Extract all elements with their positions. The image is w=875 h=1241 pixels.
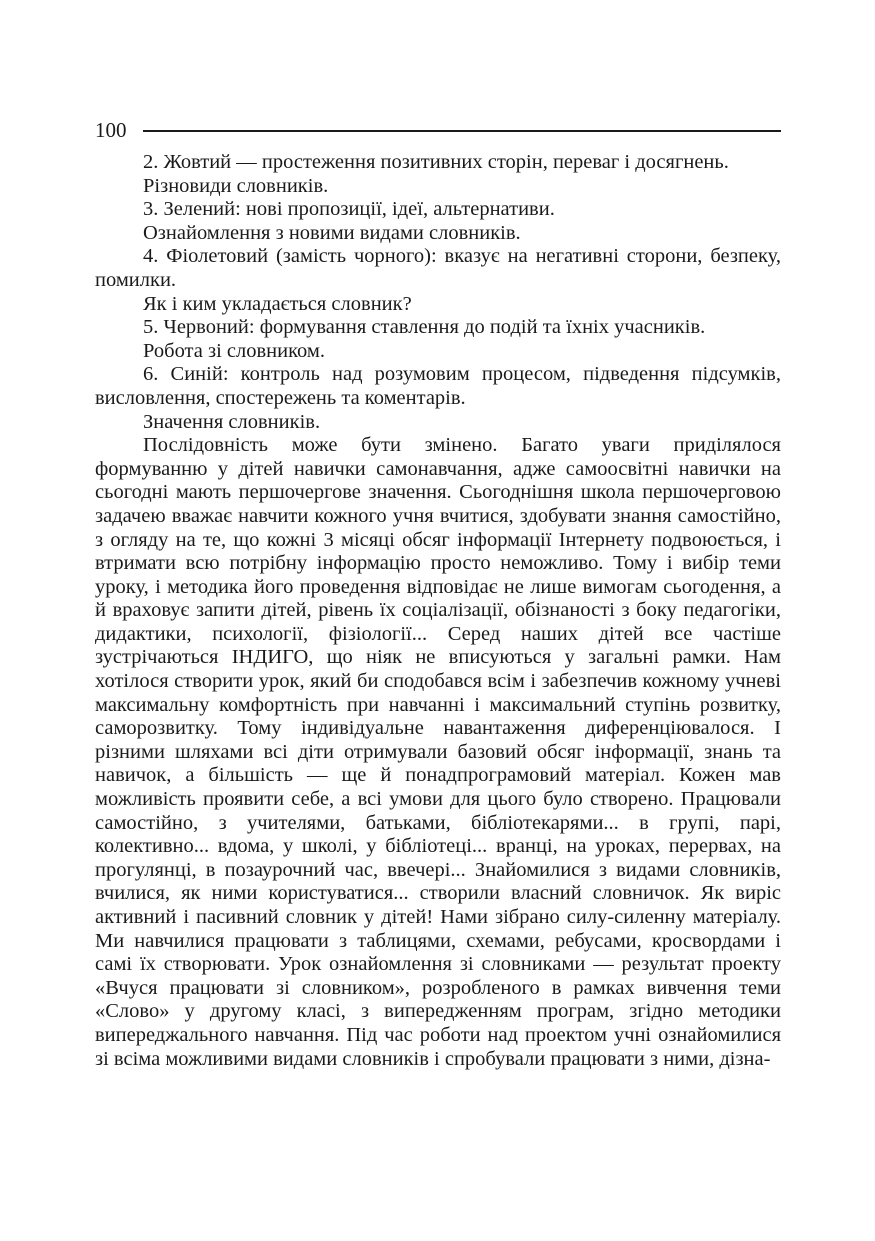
page-header [95, 118, 781, 142]
paragraph-color-yellow: 2. Жовтий — простеження позитивних сторін, переваг і досягнень. [143, 151, 729, 173]
header-rule [143, 130, 781, 132]
paragraph-color-violet: 4. Фіолетовий (замість чорного): вказує на негативні сторони, безпеку, помилки. [95, 245, 781, 291]
paragraph-importance: Значення словників. [143, 410, 321, 433]
paragraph-how-compiled: Як і ким укладається словник? [143, 292, 412, 315]
page-body [95, 151, 781, 1071]
paragraph-color-red: 5. Червоний: формування ставлення до подій та їхніх учасників. [143, 316, 706, 339]
paragraph-main-text: Послідовність може бути змінено. Багато уваги приділялося формуванню у дітей навички самонавчання, адже самоосвітні навички на сьогодні мають першочергове значення. Сьогоднішня школа першочерговою задачею вважає навчити кожного учня вчитися, здобувати знання самостійно, з огляду на те, що кожні 3 місяці обсяг інформації Інтернету подвоюється, і втримати всю потрібну інформацію просто неможливо. Тому і вибір теми уроку, і методика його проведення відповідає не лише вимогам сьогодення, а й враховує запити дітей, рівень їх соціалізації, обізнаності з боку педагогіки, дидактики, психології, фізіології... Серед наших дітей все частіше зустрічаються ІНДИГО, що ніяк не вписуються у загальні рамки. Нам хотілося створити урок, який би сподобався всім і забезпечив кожному учневі максимальну комфортність при навчанні і максимальний ступінь розвитку, саморозвитку. Тому індивідуальне навантаження диференціювалося. І різними шляхами всі діти отримували базовий обсяг інформації, знань та навичок, а більшість — ще й понадпрограмовий матеріал. Кожен мав можливість проявити себе, а всі умови для цього було створено. Працювали самостійно, з учителями, батьками, бібліотекарями... в групі, парі, колективно... вдома, у школі, у бібліотеці... вранці, на уроках, перервах, на прогулянці, в позаурочний час, ввечері... Знайомилися з видами словників, вчилися, як ними користуватися... створили власний словничок. Як виріс активний і пасивний словник у дітей! Нами зібрано силу-силенну матеріалу. Ми навчилися працювати з таблицями, схемами, ребусами, кросвордами і самі їх створювати. Урок ознайомлення зі словниками — результат проекту «Вчуся працювати зі словником», розробленого в рамках вивчення теми «Слово» у другому класі, з випередженням програм, згідно методики випереджального навчання. Під час роботи над проектом учні ознайомилися зі всіма можливими видами словників і спробували працювати з ними, дізна- [95, 434, 781, 1070]
page-number: 100 [95, 118, 127, 142]
paragraph-work-with-dictionary: Робота зі словником. [143, 339, 325, 362]
paragraph-color-green: 3. Зелений: нові пропозиції, ідеї, альтернативи. [143, 198, 555, 221]
paragraph-dictionary-types: Різновиди словників. [143, 174, 329, 197]
paragraph-new-dictionaries: Ознайомлення з новими видами словників. [143, 221, 521, 244]
paragraph-color-blue: 6. Синій: контроль над розумовим процесом, підведення підсумків, висловлення, спостережень та коментарів. [95, 363, 781, 409]
